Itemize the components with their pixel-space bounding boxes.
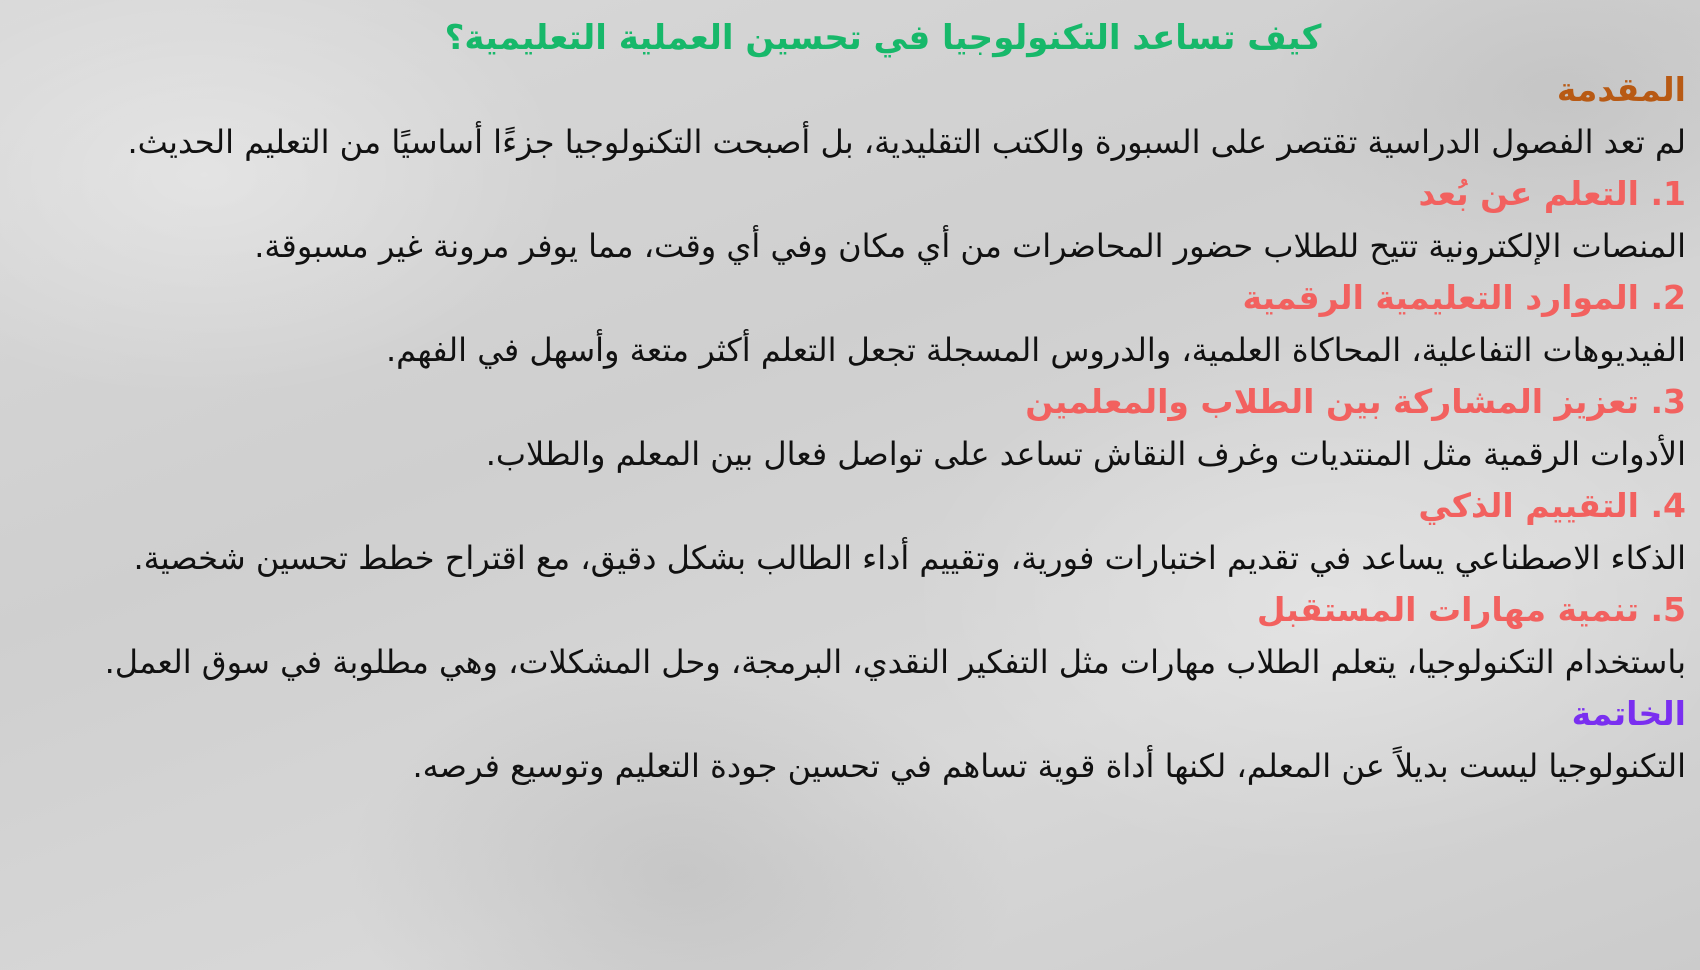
section-title: التعلم عن بُعد: [1418, 174, 1639, 213]
section-heading-4: [40, 480, 1686, 532]
section-number: 2.: [1650, 278, 1686, 317]
section-title: تنمية مهارات المستقبل: [1256, 590, 1639, 629]
section-number: 3.: [1650, 382, 1686, 421]
article: [40, 12, 1686, 792]
page-title: كيف تساعد التكنولوجيا في تحسين العملية التعليمية؟: [444, 18, 1322, 58]
section-paragraph-3: الأدوات الرقمية مثل المنتديات وغرف النقاش تساعد على تواصل فعال بين المعلم والطلاب.: [485, 435, 1686, 473]
section-heading-5: [40, 584, 1686, 636]
intro-paragraph: لم تعد الفصول الدراسية تقتصر على السبورة والكتب التقليدية، بل أصبحت التكنولوجيا جزءًا أساسيًا من التعليم الحديث.: [127, 123, 1686, 161]
section-title: الموارد التعليمية الرقمية: [1242, 278, 1639, 317]
section-paragraph-5: باستخدام التكنولوجيا، يتعلم الطلاب مهارات مثل التفكير النقدي، البرمجة، وحل المشكلات، وهي مطلوبة في سوق العمل.: [104, 643, 1686, 681]
section-number: 5.: [1650, 590, 1686, 629]
section-heading-1: [40, 168, 1686, 220]
conclusion-paragraph: التكنولوجيا ليست بديلاً عن المعلم، لكنها أداة قوية تساهم في تحسين جودة التعليم وتوسيع فرصه.: [412, 747, 1686, 785]
section-number: 4.: [1650, 486, 1686, 525]
intro-heading: المقدمة: [1556, 70, 1686, 109]
section-paragraph-4: الذكاء الاصطناعي يساعد في تقديم اختبارات فورية، وتقييم أداء الطالب بشكل دقيق، مع اقتراح خطط تحسين شخصية.: [133, 539, 1686, 577]
section-title: التقييم الذكي: [1418, 486, 1639, 525]
section-title: تعزيز المشاركة بين الطلاب والمعلمين: [1025, 382, 1639, 421]
conclusion-heading: الخاتمة: [1571, 694, 1686, 733]
section-paragraph-2: الفيديوهات التفاعلية، المحاكاة العلمية، والدروس المسجلة تجعل التعلم أكثر متعة وأسهل في الفهم.: [386, 331, 1686, 369]
section-heading-2: [40, 272, 1686, 324]
section-number: 1.: [1650, 174, 1686, 213]
section-heading-3: [40, 376, 1686, 428]
section-paragraph-1: المنصات الإلكترونية تتيح للطلاب حضور المحاضرات من أي مكان وفي أي وقت، مما يوفر مرونة غير مسبوقة.: [254, 227, 1686, 265]
